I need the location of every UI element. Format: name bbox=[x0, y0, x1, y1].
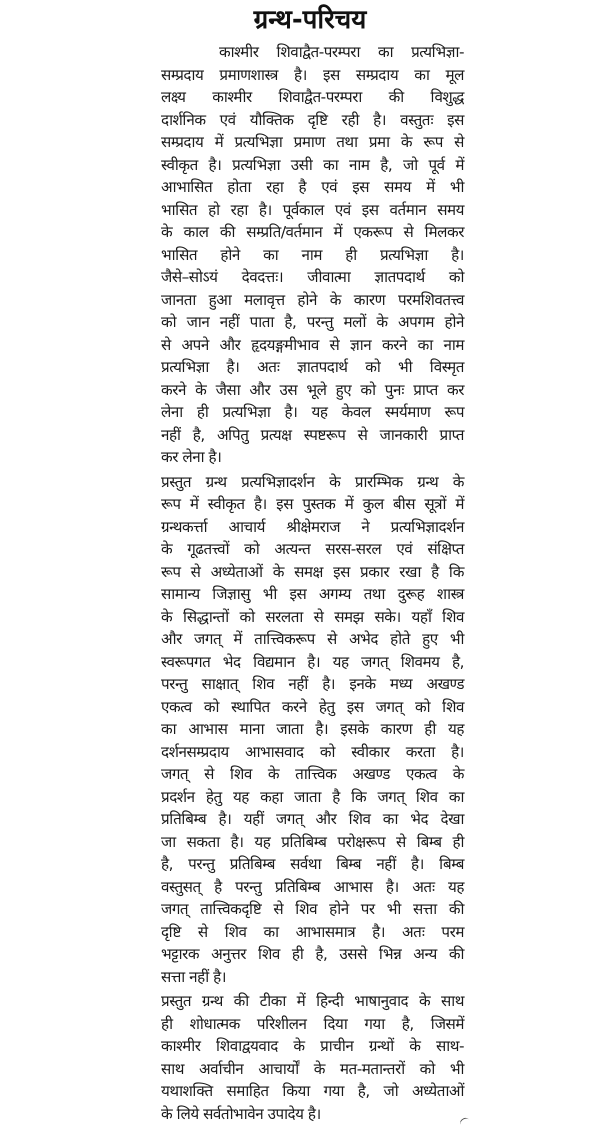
text-line: स्वीकृत है। प्रत्यभिज्ञा उसी का नाम है, जो पूर्व में bbox=[161, 155, 464, 174]
text-line: है, परन्तु प्रतिबिम्ब सर्वथा बिम्ब नहीं है। बिम्ब bbox=[161, 855, 464, 873]
text-line: भासित होने का नाम ही प्रत्यभिज्ञा है। bbox=[161, 245, 464, 264]
text-line: काश्मीर शिवाद्वयवाद के प्राचीन ग्रन्थों के साथ- bbox=[161, 1037, 464, 1055]
text-line: दृष्टि से शिव का आभासमात्र है। अतः परम bbox=[161, 922, 464, 941]
text-line: भट्टारक अनुत्तर शिव ही है, उससे भिन्न अन्य की bbox=[161, 945, 464, 963]
text-line: प्रस्तुत ग्रन्थ प्रत्यभिज्ञादर्शन के प्रारम्भिक ग्रन्थ के bbox=[161, 472, 464, 491]
text-line: को जान नहीं पाता है, परन्तु मलों के अपगम होने bbox=[161, 313, 464, 331]
text-line: ही शोधात्मक परिशीलन दिया गया है, जिसमें bbox=[161, 1014, 464, 1033]
text-line: प्रदर्शन हेतु यह कहा जाता है कि जगत् शिव का bbox=[161, 787, 464, 806]
text-line: से अपने और हृदयङ्गमीभाव से ज्ञान करने का नाम bbox=[161, 335, 464, 354]
text-line: एकत्व को स्थापित करने हेतु इस जगत् को शिव bbox=[161, 697, 464, 716]
text-line: नहीं है, अपितु प्रत्यक्ष स्पष्टरूप से जानकारी प्राप्त bbox=[161, 425, 464, 444]
text-line: प्रत्यभिज्ञा है। अतः ज्ञातपदार्थ को भी विस्मृत bbox=[161, 358, 464, 376]
paragraph-3 bbox=[161, 990, 464, 1125]
text-line: सम्प्रदाय प्रमाणशास्त्र है। इस सम्प्रदाय का मूल bbox=[161, 65, 464, 84]
text-line: सत्ता नहीं है। bbox=[161, 967, 226, 986]
text-line: करने के जैसा और उस भूले हुए को पुनः प्राप्त कर bbox=[161, 380, 464, 399]
text-line: साथ अर्वाचीन आचार्यों के मत-मतान्तरों को भी bbox=[161, 1059, 464, 1078]
text-line: जानता हुआ मलावृत्त होने के कारण परमशिवतत्त्व bbox=[161, 290, 464, 309]
text-column bbox=[161, 41, 464, 1127]
text-line: आभासित होता रहा है एवं इस समय में भी bbox=[161, 178, 464, 196]
text-line: का आभास माना जाता है। इसके कारण ही यह bbox=[161, 720, 464, 738]
text-line: दार्शनिक एवं यौक्तिक दृष्टि रही है। वस्तुतः इस bbox=[161, 110, 464, 129]
text-line: के काल की सम्प्रति/वर्तमान में एकरूप से मिलकर bbox=[161, 223, 464, 241]
text-line: भासित हो रहा है। पूर्वकाल एवं इस वर्तमान समय bbox=[161, 200, 464, 219]
text-line: सम्प्रदाय में प्रत्यभिज्ञा प्रमाण तथा प्रमा के रूप से bbox=[161, 133, 464, 151]
text-line: के लिये सर्वतोभावेन उपादेय है। bbox=[161, 1104, 321, 1123]
text-line: स्वरूपगत भेद विद्यमान है। यह जगत् शिवमय है, bbox=[161, 652, 464, 671]
paragraph-1 bbox=[161, 41, 464, 469]
text-line: जगत् तात्त्विकदृष्टि से शिव होने पर भी सत्ता की bbox=[161, 900, 464, 918]
text-line: परन्तु साक्षात् शिव नहीं है। इनके मध्य अखण्ड bbox=[161, 675, 464, 693]
paragraph-2 bbox=[161, 471, 464, 989]
text-line: जैसे–सोऽयं देवदत्तः। जीवात्मा ज्ञातपदार्थ को bbox=[161, 268, 464, 286]
text-line: कर लेना है। bbox=[161, 448, 222, 466]
text-line: वस्तुसत् है परन्तु प्रतिबिम्ब आभास है। अतः यह bbox=[161, 877, 464, 896]
text-line: ग्रन्थकर्त्ता आचार्य श्रीक्षेमराज ने प्रत्यभिज्ञादर्शन bbox=[161, 517, 464, 536]
text-line: काश्मीर शिवाद्वैत-परम्परा का प्रत्यभिज्ञा- bbox=[219, 43, 464, 61]
text-line: जगत् से शिव के तात्त्विक अखण्ड एकत्व के bbox=[161, 765, 464, 783]
text-line: के गूढतत्त्वों को अत्यन्त सरस-सरल एवं संक्षिप्त bbox=[161, 540, 464, 558]
text-line: प्रस्तुत ग्रन्थ की टीका में हिन्दी भाषानुवाद के साथ bbox=[161, 992, 464, 1010]
page-title: ग्रन्थ-परिचय bbox=[253, 5, 367, 35]
text-line: प्रतिबिम्ब है। यहीं जगत् और शिव का भेद देखा bbox=[161, 810, 464, 828]
text-line: जा सकता है। यह प्रतिबिम्ब परोक्षरूप से बिम्ब ही bbox=[161, 832, 464, 851]
text-line: के सिद्धान्तों को सरलता से समझ सके। यहाँ शिव bbox=[161, 607, 464, 626]
text-line: और जगत् में तात्त्विकरूप से अभेद होते हुए भी bbox=[161, 630, 464, 648]
text-line: दर्शनसम्प्रदाय आभासवाद को स्वीकार करता है। bbox=[161, 742, 464, 761]
text-line: लक्ष्य काश्मीर शिवाद्वैत-परम्परा की विशुद्ध bbox=[161, 88, 464, 106]
text-line: सामान्य जिज्ञासु भी इस अगम्य तथा दुरूह शास्त्र bbox=[161, 585, 464, 603]
text-line: रूप में स्वीकृत है। इस पुस्तक में कुल बीस सूत्रों में bbox=[161, 495, 464, 513]
text-line: लेना ही प्रत्यभिज्ञा है। यह केवल स्मर्यमाण रूप bbox=[161, 403, 464, 421]
text-line: यथाशक्ति समाहित किया गया है, जो अध्येताओं bbox=[161, 1082, 464, 1100]
text-line: रूप से अध्येताओं के समक्ष इस प्रकार रखा है कि bbox=[161, 562, 464, 581]
